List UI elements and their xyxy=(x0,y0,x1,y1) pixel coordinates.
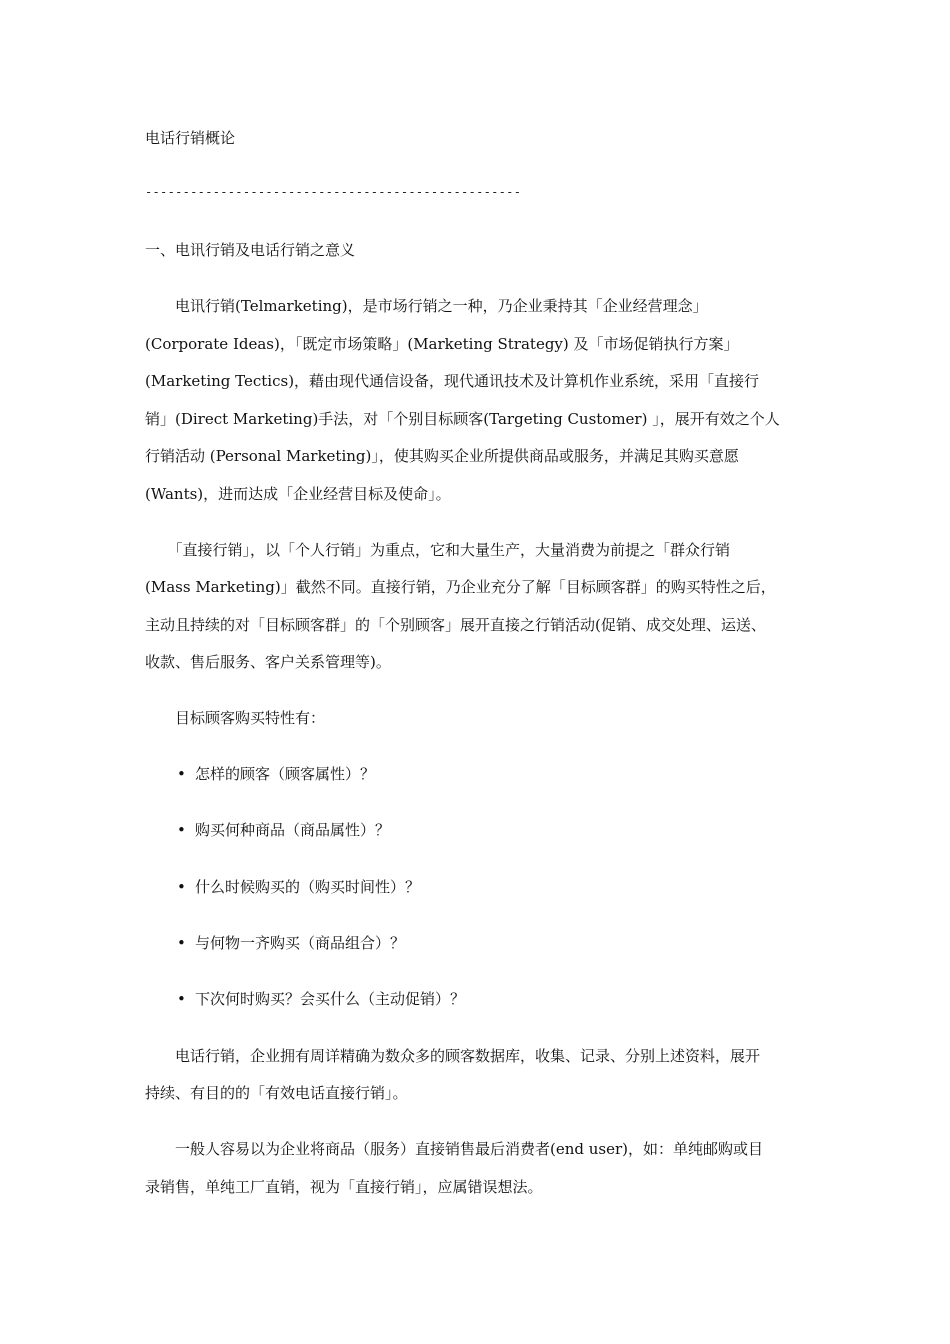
list-item xyxy=(177,764,375,784)
list-item-text: 什么时候购买的（购买时间性）？ xyxy=(195,878,421,896)
list-item-text: 怎样的顾客（顾客属性）？ xyxy=(195,765,376,783)
list-intro: 目标顾客购买特性有： xyxy=(145,709,326,727)
list-item-text: 下次何时购买？会买什么（主动促销）？ xyxy=(195,990,466,1008)
list-item-text: 购买何种商品（商品属性）？ xyxy=(195,821,391,839)
paragraph-line: 一般人容易以为企业将商品（服务）直接销售最后消费者(end user)，如：单纯邮购或目 xyxy=(145,1140,764,1158)
paragraph-line: 「直接行销」，以「个人行销」为重点，它和大量生产，大量消费为前提之「群众行销 xyxy=(145,541,731,559)
paragraph-line: 电话行销，企业拥有周详精确为数众多的顾客数据库，收集、记录、分别上述资料，展开 xyxy=(145,1047,761,1065)
separator-line: -------------------------------------------------- xyxy=(145,185,522,199)
bullet-icon: • xyxy=(177,878,186,896)
section-heading: 一、电讯行销及电话行销之意义 xyxy=(145,241,356,259)
bullet-icon: • xyxy=(177,934,186,952)
paragraph-line: (Marketing Tectics)，藉由现代通信设备，现代通讯技术及计算机作业系统，采用「直接行 xyxy=(145,372,760,390)
list-item xyxy=(177,820,390,840)
paragraph-line: 主动且持续的对「目标顾客群」的「个别顾客」展开直接之行销活动(促销、成交处理、运送、 xyxy=(145,616,766,634)
document-title: 电话行销概论 xyxy=(145,129,236,147)
paragraph-line: (Mass Marketing)」截然不同。直接行销，乃企业充分了解「目标顾客群」的购买特性之后， xyxy=(145,578,776,596)
paragraph-line: (Corporate Ideas)，「既定市场策略」(Marketing Strategy) 及「市场促销执行方案」 xyxy=(145,335,739,353)
paragraph-line: 行销活动 (Personal Marketing)」，使其购买企业所提供商品或服务，并满足其购买意愿 xyxy=(145,447,739,465)
paragraph-line: 录销售，单纯工厂直销，视为「直接行销」，应属错误想法。 xyxy=(145,1178,543,1196)
paragraph-line: 电讯行销(Telmarketing)，是市场行销之一种，乃企业秉持其「企业经营理念」 xyxy=(145,297,708,315)
bullet-icon: • xyxy=(177,765,186,783)
list-item xyxy=(177,989,465,1009)
paragraph-line: (Wants)，进而达成「企业经营目标及使命」。 xyxy=(145,485,451,503)
paragraph-line: 销」(Direct Marketing)手法，对「个别目标顾客(Targeting Customer) 」，展开有效之个人 xyxy=(145,410,780,428)
list-item-text: 与何物一齐购买（商品组合）？ xyxy=(195,934,406,952)
bullet-icon: • xyxy=(177,821,186,839)
list-item xyxy=(177,877,420,897)
paragraph-line: 持续、有目的的「有效电话直接行销」。 xyxy=(145,1084,408,1102)
paragraph-line: 收款、售后服务、客户关系管理等)。 xyxy=(145,653,391,671)
list-item xyxy=(177,933,405,953)
bullet-icon: • xyxy=(177,990,186,1008)
